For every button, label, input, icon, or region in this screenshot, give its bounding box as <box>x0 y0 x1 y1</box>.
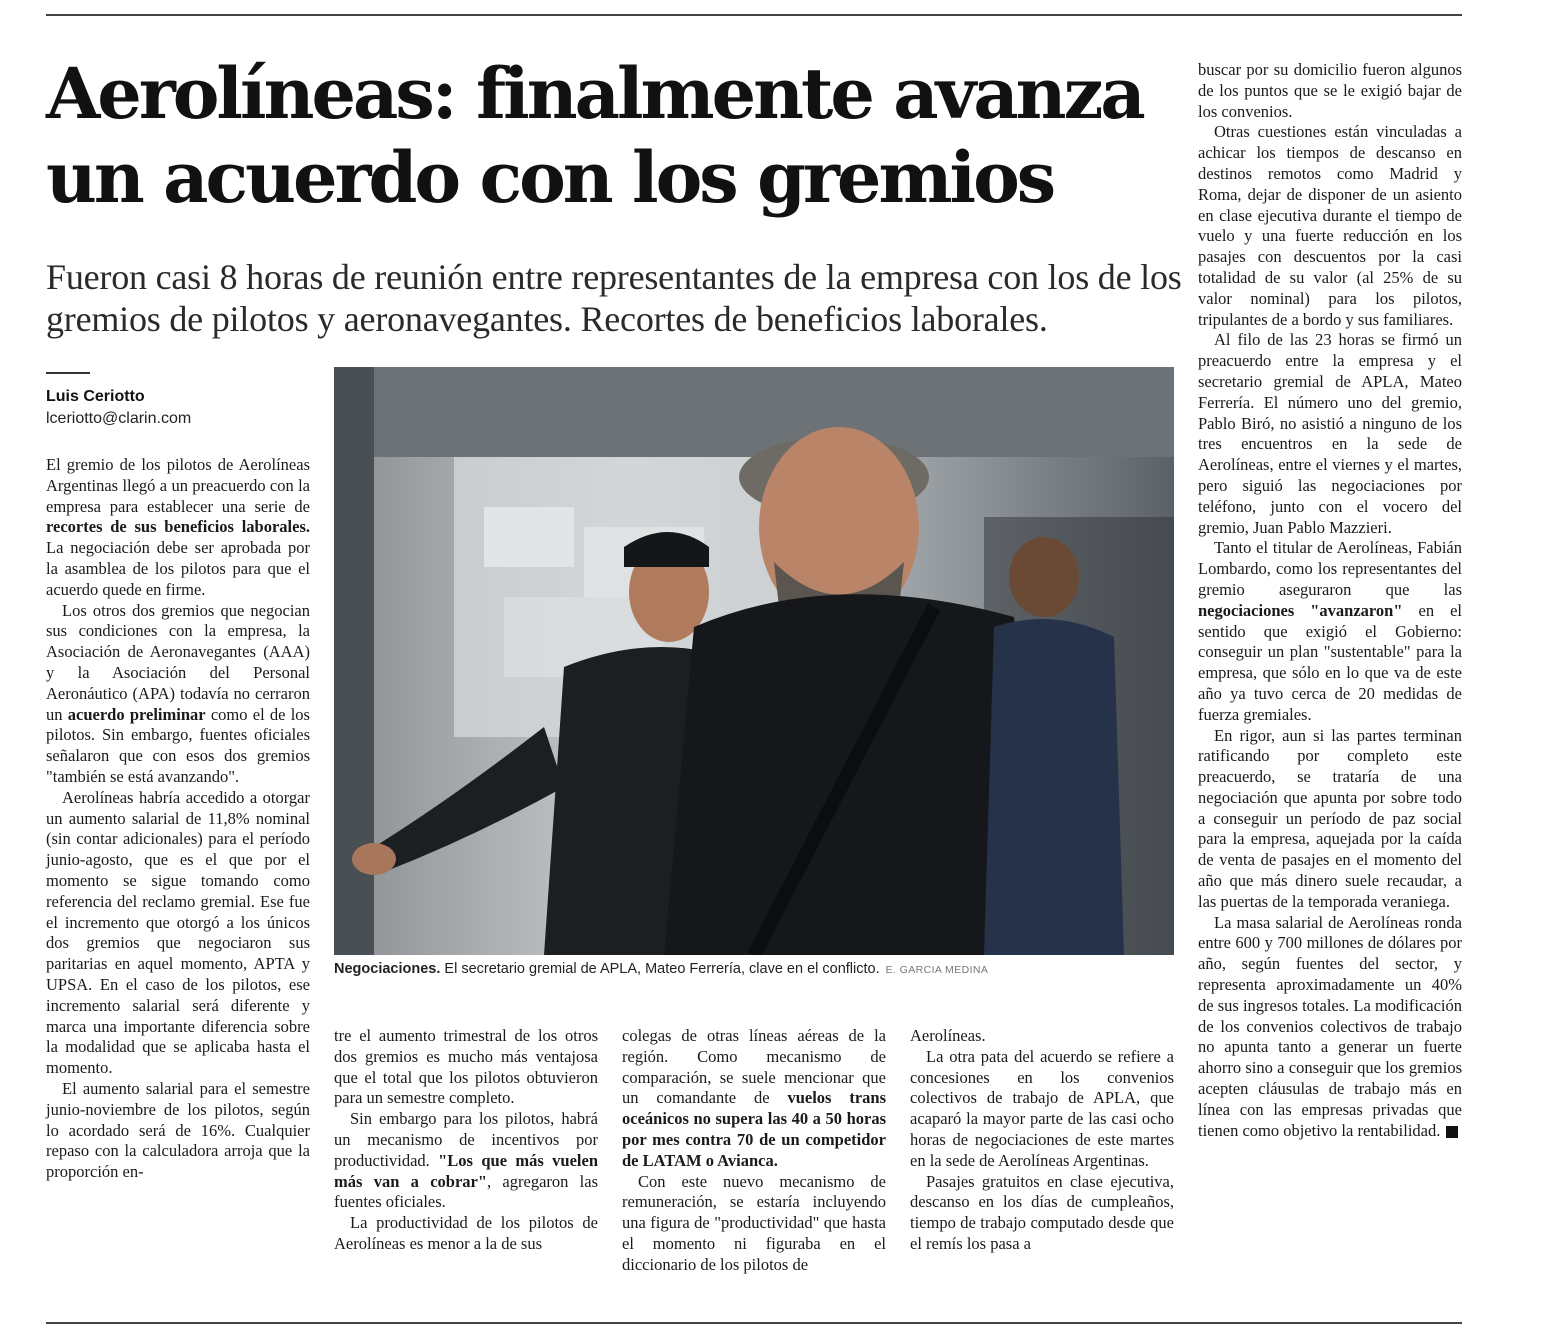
bottom-rule <box>46 1322 1462 1324</box>
paragraph: Aerolíneas habría accedido a otorgar un aumento salarial de 11,8% nominal (sin contar adicionales) para el período junio-agosto, que es el que por el momento se sigue tomando como referencia del reclamo gremial. Ese fue el incremento que otorgó a los únicos dos gremios que negociaron sus paritarias en aquel momento, APTA y UPSA. En el caso de los pilotos, ese incremento salarial será diferente y marca una importante diferencia sobre la modalidad que se aplicaba hasta el momento. <box>46 787 310 1078</box>
paragraph: Aerolíneas. <box>910 1026 986 1045</box>
headline <box>46 52 1186 220</box>
paragraph: tre el aumento trimestral de los otros dos gremios es mucho más ventajosa que el total que los pilotos obtuvieron para un semestre completo. <box>334 1026 598 1108</box>
subheadline: Fueron casi 8 horas de reunión entre representantes de la empresa con los de los gremios de pilotos y aeronavegantes. Recortes de beneficios laborales. <box>46 257 1182 339</box>
headline-line-1: Aerolíneas: finalmente avanza <box>46 52 1143 135</box>
paragraph: La productividad de los pilotos de Aerolíneas es menor a la de sus <box>334 1213 598 1253</box>
headline-line-2: un acuerdo con los gremios <box>46 136 1054 219</box>
photo-credit: E. GARCIA MEDINA <box>885 964 989 976</box>
end-mark-icon <box>1446 1126 1458 1138</box>
paragraph: La otra pata del acuerdo se refiere a concesiones en los convenios colectivos de trabajo de APLA, que acaparó la mayor parte de las casi ocho horas de negociaciones de este martes en la sede de Aerolíneas Argentinas. <box>910 1046 1174 1170</box>
author-email[interactable]: lceriotto@clarin.com <box>46 410 192 427</box>
caption-text: El secretario gremial de APLA, Mateo Ferrería, clave en el conflicto. <box>440 961 880 977</box>
paragraph: buscar por su domicilio fueron algunos de los puntos que se le exigió bajar de los convenios. <box>1198 60 1462 121</box>
photo-caption <box>334 961 1174 977</box>
caption-label: Negociaciones. <box>334 961 441 977</box>
paragraph: Otras cuestiones están vinculadas a achicar los tiempos de descanso en destinos remotos como Madrid y Roma, dejar de disponer de un asiento en clase ejecutiva durante el tiempo de vuelo y una fuerte reducción en los pasajes con descuentos por la casi totalidad de su valor (al 25% de su valor nominal) para los pilotos, tripulantes de a bordo y sus familiares. <box>1198 122 1462 329</box>
article-column-2 <box>334 1026 598 1255</box>
paragraph: Al filo de las 23 horas se firmó un preacuerdo entre la empresa y el secretario gremial de APLA, Mateo Ferrería. El número uno del gremio, Pablo Biró, no asistió a ninguno de los tres encuentros en la sede de Aerolíneas, entre el viernes y el martes, pero siguió las negociaciones por teléfono, junto con el vocero del gremio, Juan Pablo Mazzieri. <box>1198 330 1462 537</box>
paragraph: Sin embargo para los pilotos, habrá un mecanismo de incentivos por productividad. "Los que más vuelen más van a cobrar", agregaron las fuentes oficiales. <box>334 1109 598 1212</box>
paragraph: Tanto el titular de Aerolíneas, Fabián Lombardo, como los representantes del gremio aseguraron que las negociaciones "avanzaron" en el sentido que exigió el Gobierno: conseguir un plan "sustentable" para la empresa, que sólo en lo que va de este año ya tuvo cerca de 20 medidas de fuerza gremiales. <box>1198 538 1462 724</box>
paragraph: La masa salarial de Aerolíneas ronda entre 600 y 700 millones de dólares por año, según fuentes del sector, y representa aproximadamente un 40% de sus ingresos totales. La modificación de los convenios colectivos de trabajo no apunta tanto a generar un fuerte ahorro sino a conseguir que los gremios acepten cláusulas de trabajo más en línea con las empresas privadas que tienen como objetivo la rentabilidad. <box>1198 912 1462 1140</box>
photo-illustration <box>334 367 1174 955</box>
paragraph: El aumento salarial para el semestre junio-noviembre de los pilotos, según lo acordado será de 16%. Cualquier repaso con la calculadora arroja que la proporción en- <box>46 1078 310 1182</box>
article-column-3 <box>622 1026 886 1276</box>
paragraph: Con este nuevo mecanismo de remuneración, se estaría incluyendo una figura de "productividad" que hasta el momento ni figuraba en el diccionario de los pilotos de <box>622 1171 886 1274</box>
paragraph: El gremio de los pilotos de Aerolíneas Argentinas llegó a un preacuerdo con la empresa para establecer una serie de recortes de sus beneficios laborales. La negociación debe ser aprobada por la asamblea de los pilotos para que el acuerdo quede en firme. <box>46 455 310 599</box>
news-photo <box>334 367 1174 955</box>
article-column-5 <box>1198 60 1462 1141</box>
paragraph: Pasajes gratuitos en clase ejecutiva, descanso en los días de cumpleaños, tiempo de trabajo computado desde que el remís los pasa a <box>910 1171 1174 1253</box>
paragraph: Los otros dos gremios que negocian sus condiciones con la empresa, la Asociación de Aeronavegantes (AAA) y la Asociación del Personal Aeronáutico (APA) todavía no cerraron un acuerdo preliminar como el de los pilotos. Sin embargo, fuentes oficiales señalaron que con esos dos gremios "también se está avanzando". <box>46 600 310 786</box>
top-rule <box>46 14 1462 16</box>
paragraph: colegas de otras líneas aéreas de la región. Como mecanismo de comparación, se suele mencionar que un comandante de vuelos trans oceánicos no supera las 40 a 50 horas por mes contra 70 de un competidor de LATAM o Avianca. <box>622 1026 886 1170</box>
byline-rule <box>46 372 90 374</box>
paragraph: En rigor, aun si las partes terminan ratificando por completo este preacuerdo, se trataría de una negociación que apunta por sobre todo a conseguir un período de paz social para la empresa, aquejada por la caída de venta de pasajes en el momento del año que más dinero suele recaudar, a las puertas de la temporada veraniega. <box>1198 725 1462 911</box>
author-name: Luis Ceriotto <box>46 388 145 405</box>
article-column-4 <box>910 1026 1174 1255</box>
article-column-1 <box>46 455 310 1183</box>
